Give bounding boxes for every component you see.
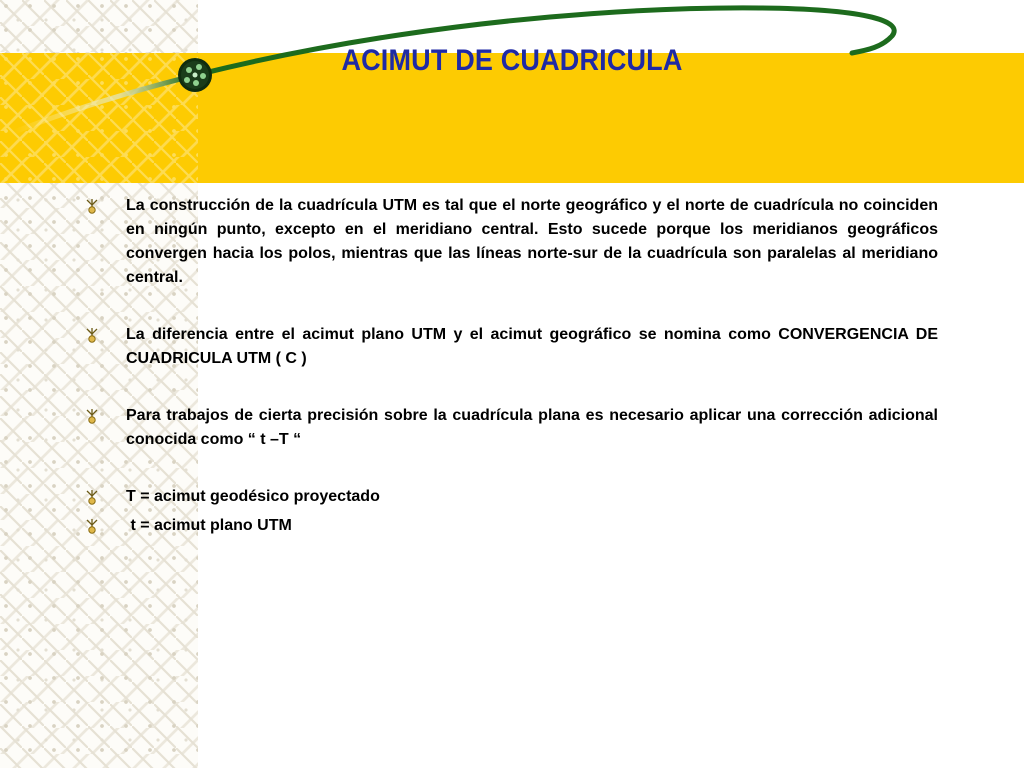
bullet-item xyxy=(84,194,938,290)
bullet-text: La diferencia entre el acimut plano UTM y el acimut geográfico se nomina como CONVERGENCIA DE CUADRICULA UTM ( C ) xyxy=(126,326,938,367)
bullet-item xyxy=(84,404,938,452)
bullet-item xyxy=(84,514,938,538)
arrow-bullet-icon xyxy=(84,198,100,214)
arrow-bullet-icon xyxy=(84,327,100,343)
bullet-text: Para trabajos de cierta precisión sobre la cuadrícula plana es necesario aplicar una corrección adicional conocida como “ t –T “ xyxy=(126,407,938,448)
bullet-text: La construcción de la cuadrícula UTM es tal que el norte geográfico y el norte de cuadrícula no coinciden en ningún punto, excepto en el meridiano central. Esto sucede porque los meridianos geográficos convergen hacia los polos, mientras que las líneas norte-sur de la cuadrícula son paralelas al meridiano central. xyxy=(126,197,938,286)
arrow-bullet-icon xyxy=(84,518,100,534)
bullet-list xyxy=(84,194,938,538)
bullet-item xyxy=(84,323,938,371)
bullet-text: t = acimut plano UTM xyxy=(126,517,292,534)
arrow-bullet-icon xyxy=(84,408,100,424)
bullet-item xyxy=(84,485,938,509)
arrow-bullet-icon xyxy=(84,489,100,505)
slide-title: ACIMUT DE CUADRICULA xyxy=(341,44,683,77)
bullet-text: T = acimut geodésico proyectado xyxy=(126,488,380,505)
green-arc-decoration xyxy=(0,0,1024,200)
green-dot-badge-icon xyxy=(178,58,212,92)
